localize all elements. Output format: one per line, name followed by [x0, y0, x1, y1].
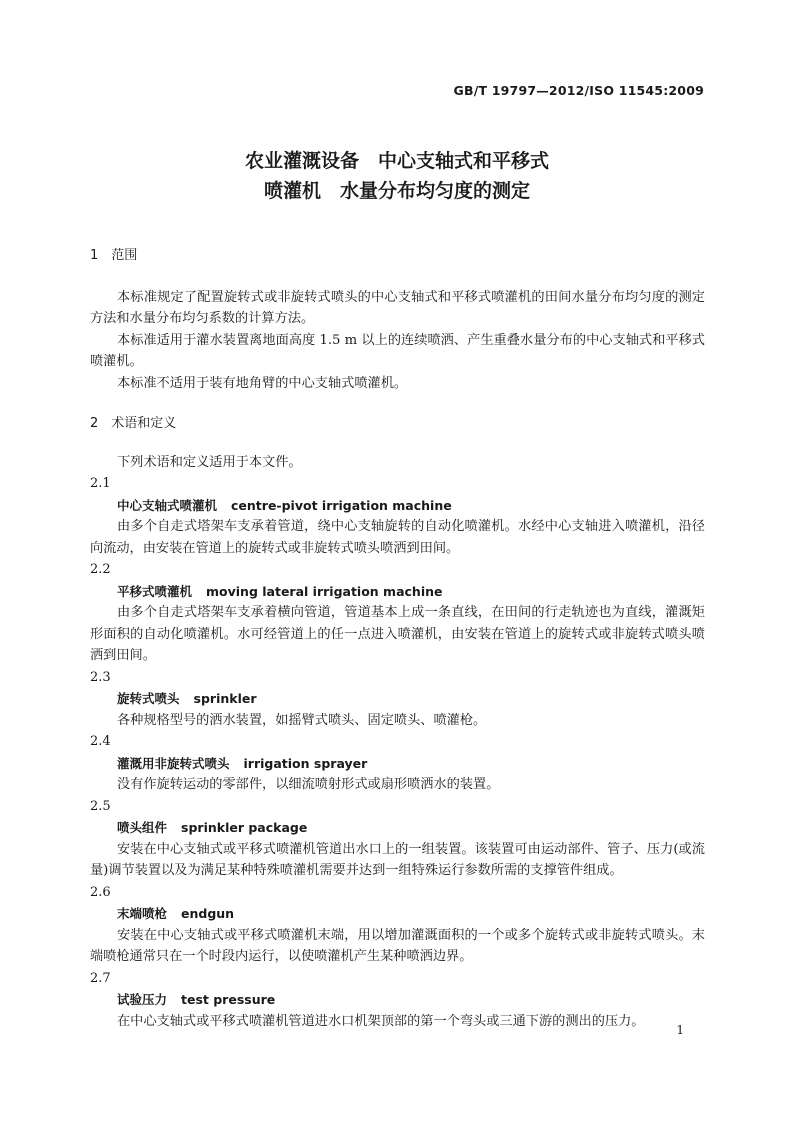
term-entry [90, 473, 705, 559]
term-definition: 由多个自走式塔架车支承着横向管道，管道基本上成一条直线，在田间的行走轨迹也为直线，灌溉矩形面积的自动化喷灌机。水可经管道上的任一点进入喷灌机，由安装在管道上的旋转式或非旋转式喷头喷洒到田间。 [90, 605, 705, 663]
term-en: moving lateral irrigation machine [206, 583, 443, 599]
term-title [90, 903, 705, 925]
paragraph: 本标准不适用于装有地角臂的中心支轴式喷灌机。 [117, 375, 408, 391]
title-line-1: 农业灌溉设备 中心支轴式和平移式 [244, 150, 549, 172]
term-en: sprinkler [193, 691, 257, 706]
term-zh: 中心支轴式喷灌机 [117, 497, 218, 513]
term-number: 2.1 [90, 476, 111, 491]
term-entry [90, 731, 705, 796]
paragraph: 本标准规定了配置旋转式或非旋转式喷头的中心支轴式和平移式喷灌机的田间水量分布均匀度的测定方法和水量分布均匀系数的计算方法。 [90, 289, 705, 326]
term-definition: 在中心支轴式或平移式喷灌机管道进水口机架顶部的第一个弯头或三通下游的测出的压力。 [117, 1013, 645, 1029]
term-entry [90, 882, 705, 968]
term-number: 2.4 [90, 734, 111, 749]
section-heading-terms: 2 术语和定义 [90, 416, 177, 431]
document-body [90, 245, 705, 1032]
document-code: GB/T 19797—2012/ISO 11545:2009 [453, 83, 704, 98]
term-en: test pressure [181, 992, 276, 1007]
term-definition: 各种规格型号的洒水装置，如摇臂式喷头、固定喷头、喷灌枪。 [117, 712, 487, 728]
term-en: sprinkler package [181, 820, 308, 835]
term-number: 2.2 [90, 562, 111, 577]
term-definition: 没有作旋转运动的零部件，以细流喷射形式或扇形喷洒水的装置。 [117, 777, 500, 792]
term-en: endgun [181, 906, 235, 921]
term-title [90, 753, 705, 775]
term-zh: 末端喷枪 [117, 906, 168, 921]
term-number: 2.6 [90, 884, 111, 900]
term-title [90, 817, 705, 839]
term-zh: 喷头组件 [117, 820, 168, 835]
term-entry [90, 559, 705, 667]
term-entry [90, 968, 705, 1033]
term-number: 2.5 [90, 798, 111, 814]
document-title [0, 146, 794, 206]
term-number: 2.3 [90, 669, 111, 685]
term-zh: 灌溉用非旋转式喷头 [117, 755, 230, 771]
paragraph: 下列术语和定义适用于本文件。 [117, 454, 302, 470]
term-title [90, 688, 705, 710]
term-zh: 旋转式喷头 [117, 691, 180, 706]
page-number: 1 [676, 1023, 684, 1037]
section-heading-scope: 1 范围 [90, 248, 138, 263]
term-title [90, 495, 705, 517]
term-definition: 安装在中心支轴式或平移式喷灌机末端，用以增加灌溉面积的一个或多个旋转式或非旋转式喷头。末端喷枪通常只在一个时段内运行，以使喷灌机产生某种喷洒边界。 [90, 927, 705, 964]
term-definition: 由多个自走式塔架车支承着管道，绕中心支轴旋转的自动化喷灌机。水经中心支轴进入喷灌机，沿径向流动，由安装在管道上的旋转式或非旋转式喷头喷洒到田间。 [90, 519, 705, 556]
term-title [90, 581, 705, 603]
paragraph: 本标准适用于灌水装置离地面高度 1.5 m 以上的连续喷洒、产生重叠水量分布的中心支轴式和平移式喷灌机。 [90, 332, 705, 369]
term-entry [90, 667, 705, 732]
term-en: centre-pivot irrigation machine [231, 497, 452, 513]
title-line-2: 喷灌机 水量分布均匀度的测定 [263, 180, 530, 202]
term-zh: 平移式喷灌机 [117, 583, 193, 599]
term-title [90, 989, 705, 1011]
term-entry [90, 796, 705, 882]
term-definition: 安装在中心支轴式或平移式喷灌机管道出水口上的一组装置。该装置可由运动部件、管子、压力(或流量)调节装置以及为满足某种特殊喷灌机需要并达到一组特殊运行参数所需的支撑管件组成。 [90, 841, 705, 878]
term-number: 2.7 [90, 970, 111, 986]
term-zh: 试验压力 [117, 992, 168, 1007]
term-en: irrigation sprayer [243, 755, 368, 771]
